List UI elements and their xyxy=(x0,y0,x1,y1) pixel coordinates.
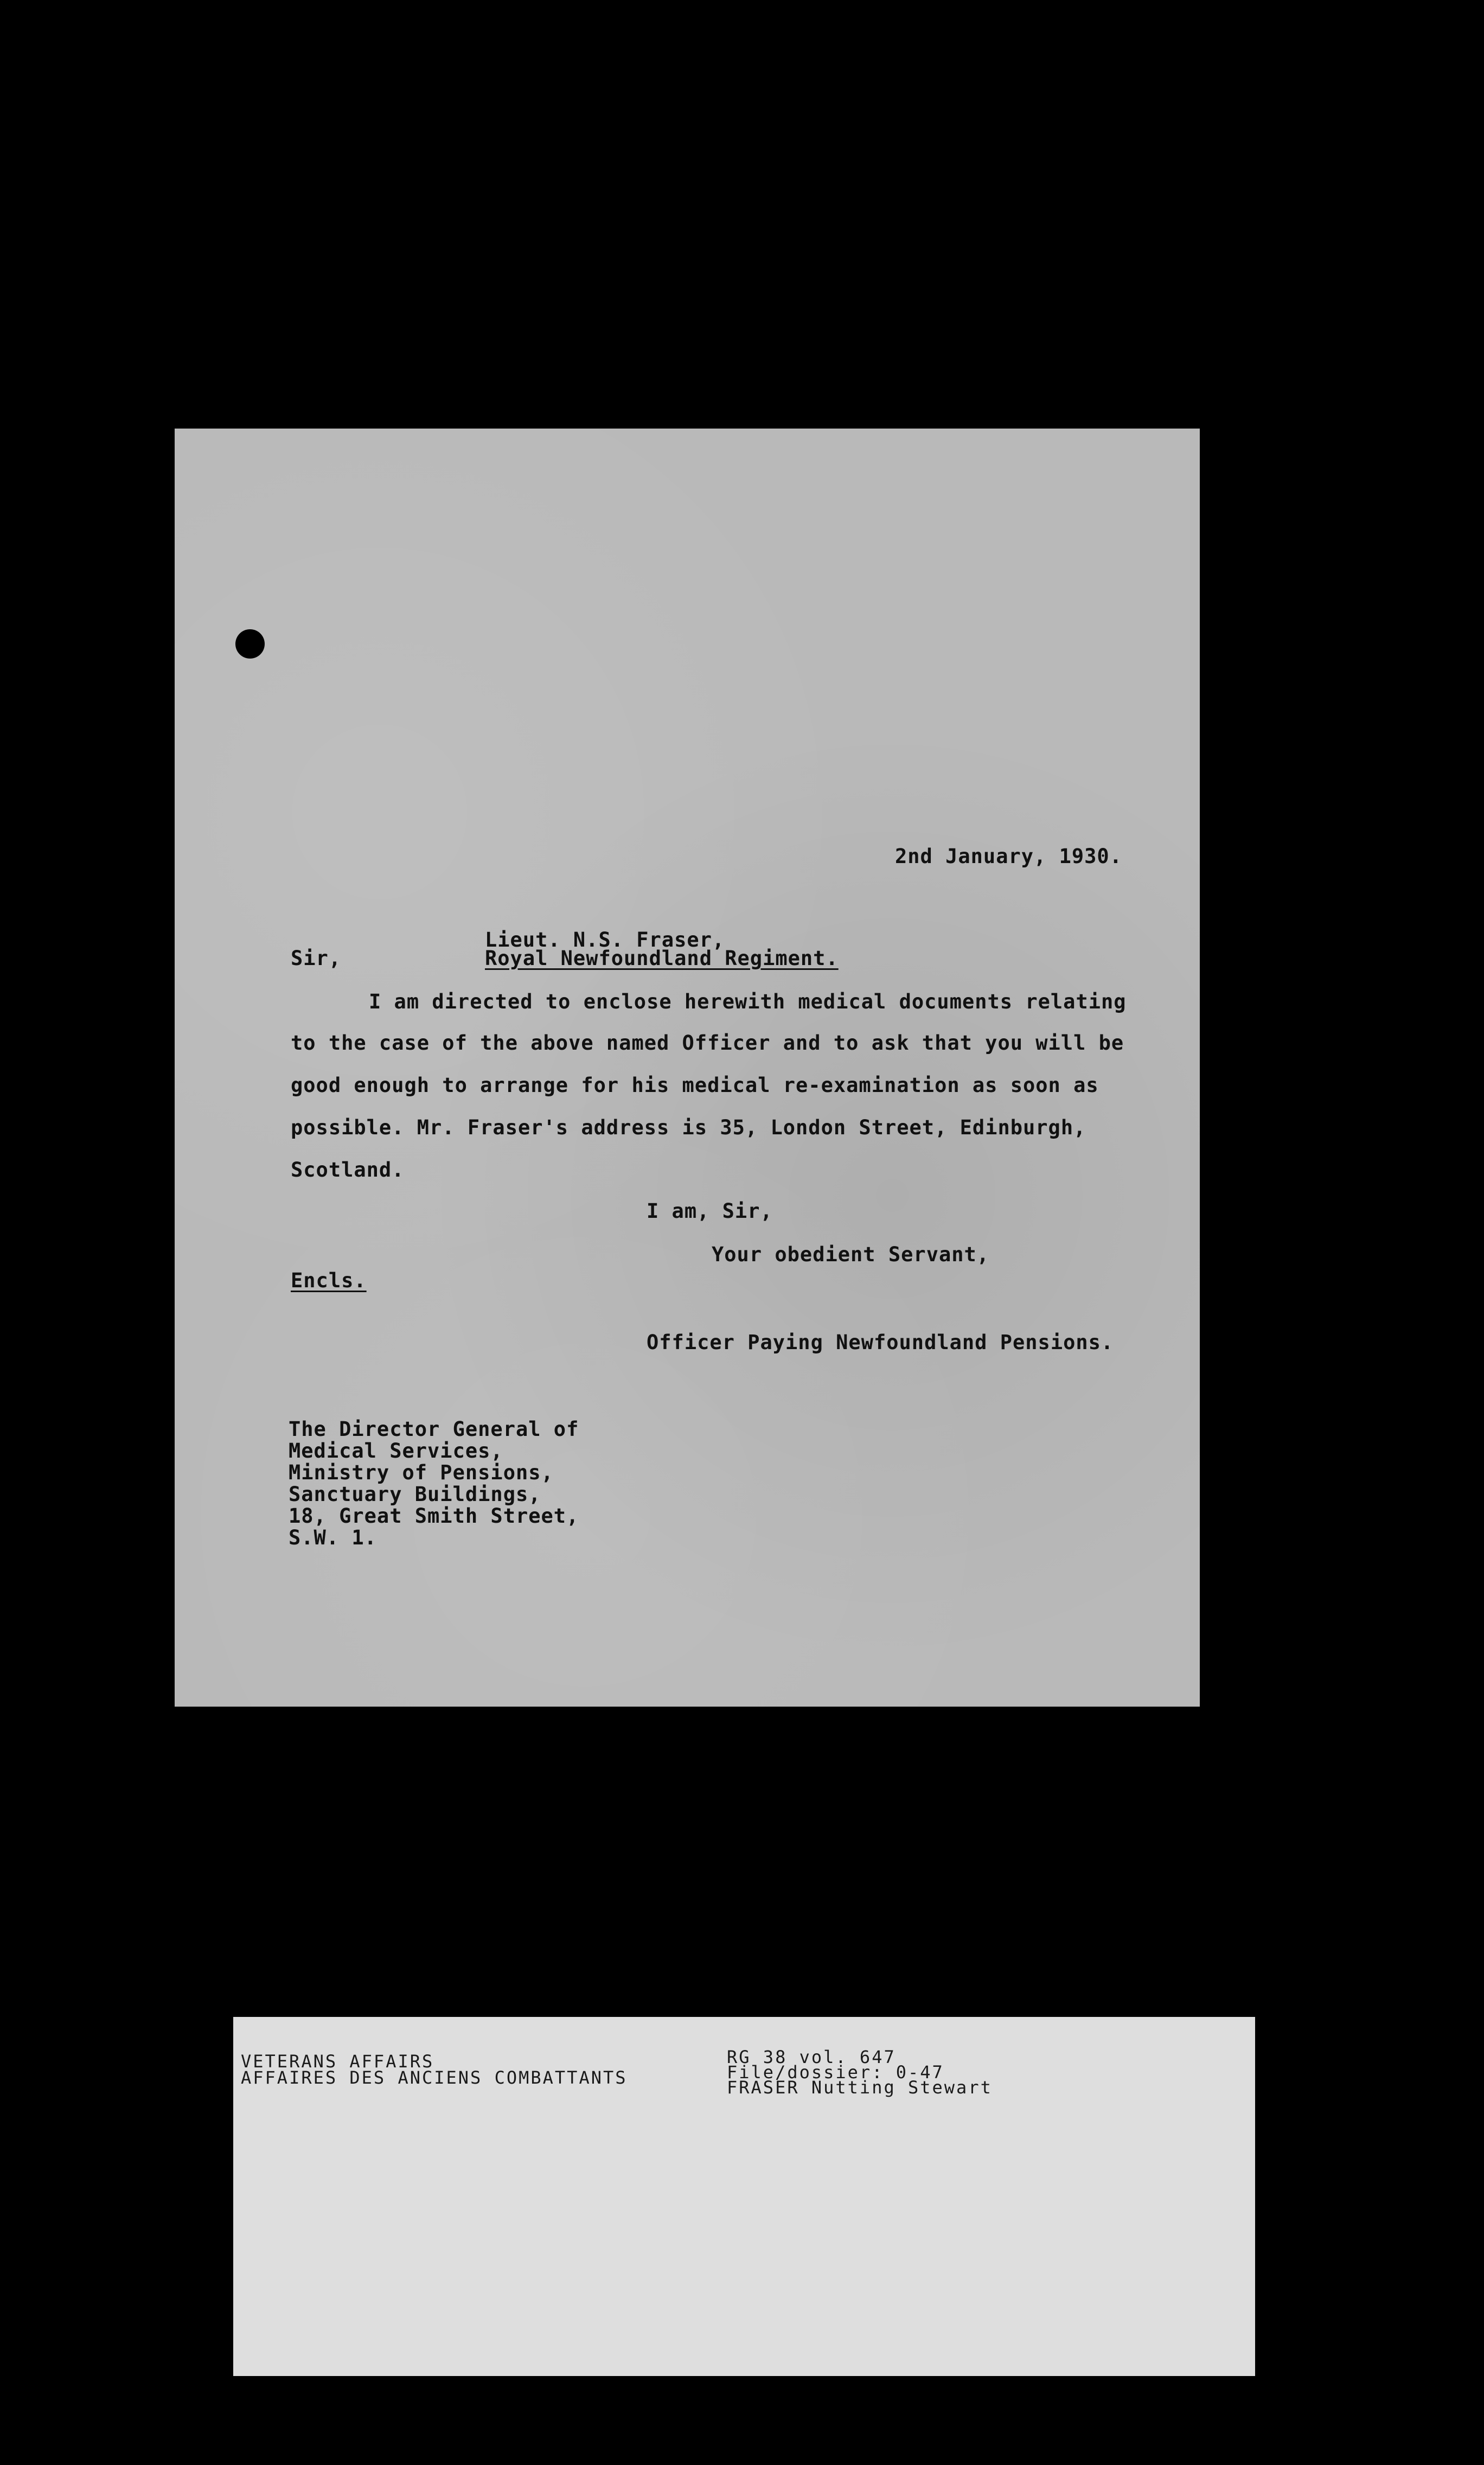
body-line: I am directed to enclose herewith medical documents relating xyxy=(369,990,1127,1013)
body-line: possible. Mr. Fraser's address is 35, London Street, Edinburgh, xyxy=(291,1116,1086,1139)
department-english: VETERANS AFFAIRS xyxy=(241,2051,434,2072)
closing-line-2: Your obedient Servant, xyxy=(712,1243,990,1266)
recipient-line: Ministry of Pensions, xyxy=(289,1461,554,1484)
department-french: AFFAIRES DES ANCIENS COMBATTANTS xyxy=(241,2067,628,2088)
body-line: good enough to arrange for his medical re-examination as soon as xyxy=(291,1074,1099,1097)
file-number: File/dossier: 0-47 xyxy=(727,2062,944,2083)
recipient-line: Sanctuary Buildings, xyxy=(289,1483,541,1506)
letter-sheet xyxy=(175,429,1200,1707)
closing-line-1: I am, Sir, xyxy=(647,1199,773,1223)
subject-line-2: Royal Newfoundland Regiment. xyxy=(485,947,839,970)
record-group-reference: RG 38 vol. 647 xyxy=(727,2047,896,2067)
enclosures: Encls. xyxy=(291,1269,367,1292)
salutation: Sir, xyxy=(291,947,342,970)
recipient-line: 18, Great Smith Street, xyxy=(289,1504,579,1528)
recipient-line: Medical Services, xyxy=(289,1439,503,1463)
body-line: Scotland. xyxy=(291,1158,405,1182)
recipient-line: The Director General of xyxy=(289,1417,579,1441)
punch-hole xyxy=(235,629,265,659)
letter-date: 2nd January, 1930. xyxy=(895,845,1122,868)
recipient-line: S.W. 1. xyxy=(289,1526,377,1549)
archive-label xyxy=(233,2017,1255,2376)
subject-name: FRASER Nutting Stewart xyxy=(727,2077,993,2098)
body-line: to the case of the above named Officer and to ask that you will be xyxy=(291,1031,1124,1055)
subject-line-1: Lieut. N.S. Fraser, xyxy=(485,928,725,951)
signatory: Officer Paying Newfoundland Pensions. xyxy=(647,1331,1114,1354)
